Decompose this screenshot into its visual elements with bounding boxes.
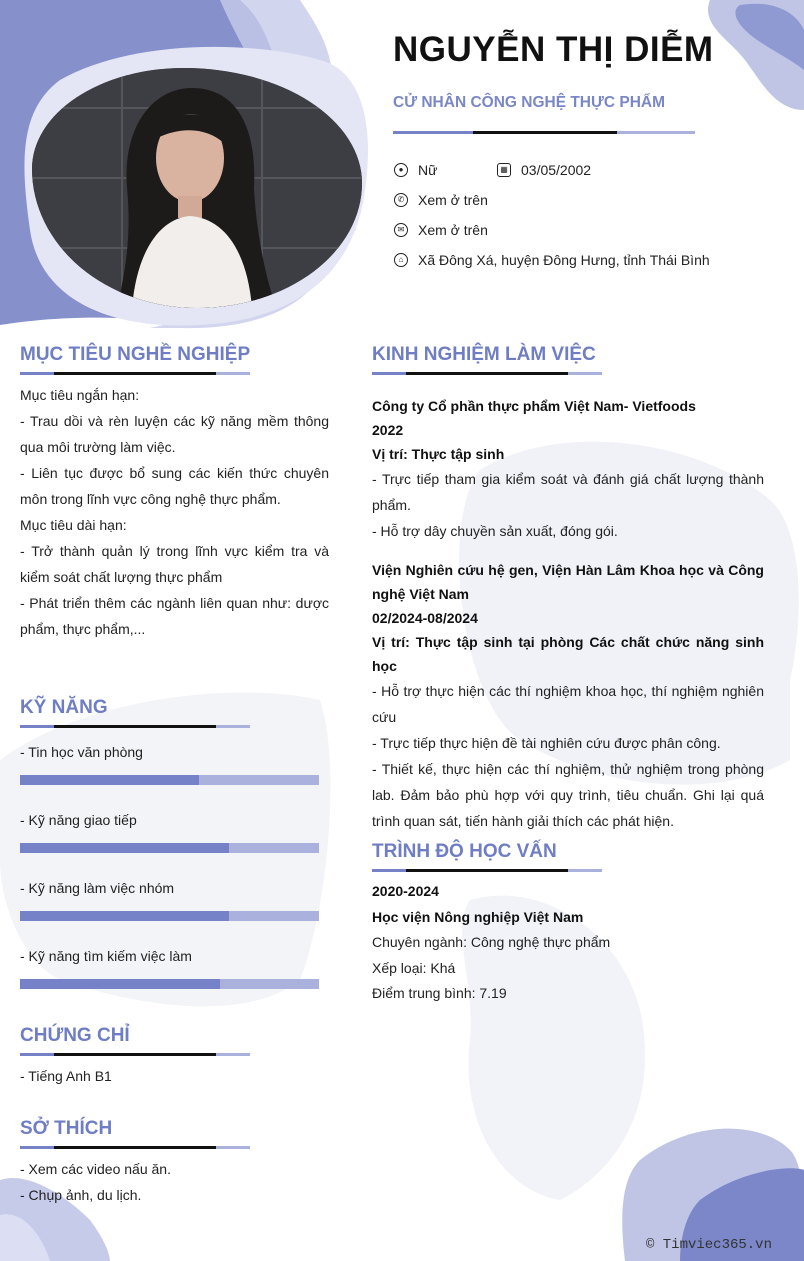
skill-label: - Tin học văn phòng bbox=[20, 744, 143, 760]
job-task: - Hỗ trợ dây chuyền sản xuất, đóng gói. bbox=[372, 523, 618, 539]
job-task: - Trực tiếp thực hiện đề tài nghiên cứu được phân công. bbox=[372, 735, 721, 751]
skill-label: - Kỹ năng làm việc nhóm bbox=[20, 880, 175, 896]
objective-line: - Trở thành quản lý trong lĩnh vực kiểm tra và kiểm soát chất lượng thực phẩm bbox=[20, 543, 329, 585]
mail-icon: ✉ bbox=[394, 223, 408, 237]
hobby-item: - Xem các video nấu ăn. bbox=[20, 1161, 171, 1177]
education-heading: TRÌNH ĐỘ HỌC VẤN bbox=[372, 841, 557, 862]
education-entry bbox=[372, 879, 764, 1007]
job-company: Viện Nghiên cứu hệ gen, Viện Hàn Lâm Khoa học và Công nghệ Việt Nam bbox=[372, 562, 764, 602]
education-gpa: Điểm trung bình: 7.19 bbox=[372, 985, 507, 1001]
education-time: 2020-2024 bbox=[372, 883, 439, 899]
phone-value: Xem ở trên bbox=[418, 192, 488, 208]
skill-bar bbox=[20, 979, 319, 989]
skill-bar-fill bbox=[20, 775, 199, 785]
education-school: Học viện Nông nghiệp Việt Nam bbox=[372, 908, 584, 925]
skill-bar-fill bbox=[20, 911, 229, 921]
hobbies-heading: SỞ THÍCH bbox=[20, 1118, 113, 1139]
objective-line: Mục tiêu ngắn hạn: bbox=[20, 387, 140, 403]
phone-row bbox=[394, 192, 488, 208]
job-position: Vị trí: Thực tập sinh bbox=[372, 446, 505, 462]
job-title: CỬ NHÂN CÔNG NGHỆ THỰC PHẨM bbox=[393, 94, 665, 111]
objective-heading: MỤC TIÊU NGHỀ NGHIỆP bbox=[20, 344, 251, 365]
objective-line: - Liên tục được bổ sung các kiến thức chuyên môn trong lĩnh vực công nghệ thực phẩm. bbox=[20, 465, 329, 507]
phone-icon: ✆ bbox=[394, 193, 408, 207]
education-rank: Xếp loại: Khá bbox=[372, 959, 456, 976]
certificates-list bbox=[20, 1063, 329, 1089]
skill-label: - Kỹ năng tìm kiếm việc làm bbox=[20, 948, 192, 964]
objective-line: Mục tiêu dài hạn: bbox=[20, 517, 127, 533]
hobby-item: - Chụp ảnh, du lịch. bbox=[20, 1187, 142, 1203]
calendar-icon: ▦ bbox=[497, 163, 511, 177]
address-value: Xã Đông Xá, huyện Đông Hưng, tỉnh Thái Bình bbox=[418, 252, 710, 268]
job-company: Công ty Cổ phần thực phẩm Việt Nam- Vietfoods bbox=[372, 398, 696, 414]
objective-line: - Phát triển thêm các ngành liên quan như: dược phẩm, thực phẩm,... bbox=[20, 595, 329, 637]
skill-bar-fill bbox=[20, 843, 229, 853]
skill-bar-fill bbox=[20, 979, 220, 989]
candidate-name: NGUYỄN THỊ DIỄM bbox=[393, 30, 714, 69]
job-task: - Trực tiếp tham gia kiểm soát và đánh giá chất lượng thành phẩm. bbox=[372, 471, 764, 513]
education-divider bbox=[372, 869, 602, 872]
job-entry bbox=[372, 394, 764, 544]
gender-value: Nữ bbox=[418, 162, 438, 178]
objective-text bbox=[20, 382, 329, 642]
title-divider bbox=[393, 131, 695, 134]
skills-heading: KỸ NĂNG bbox=[20, 697, 108, 718]
hobbies-list bbox=[20, 1156, 329, 1208]
dob-value: 03/05/2002 bbox=[521, 162, 592, 178]
objective-line: - Trau dồi và rèn luyện các kỹ năng mềm thông qua môi trường làm việc. bbox=[20, 413, 329, 455]
job-task: - Thiết kế, thực hiện các thí nghiệm, thử nghiệm trong phòng lab. Đảm bảo phù hợp với quy trình, tiêu chuẩn. Ghi lại quá trình quan sát, tiến hành giải thích các phát hiện. bbox=[372, 761, 764, 829]
skill-bar bbox=[20, 843, 319, 853]
objective-divider bbox=[20, 372, 250, 375]
certificate-item: - Tiếng Anh B1 bbox=[20, 1068, 112, 1084]
person-icon: ● bbox=[394, 163, 408, 177]
experience-divider bbox=[372, 372, 602, 375]
certificates-divider bbox=[20, 1053, 250, 1056]
skill-bar bbox=[20, 911, 319, 921]
skills-divider bbox=[20, 725, 250, 728]
email-row bbox=[394, 222, 488, 238]
experience-heading: KINH NGHIỆM LÀM VIỆC bbox=[372, 344, 596, 365]
job-time: 02/2024-08/2024 bbox=[372, 610, 478, 626]
education-major: Chuyên ngành: Công nghệ thực phẩm bbox=[372, 934, 611, 950]
skill-label: - Kỹ năng giao tiếp bbox=[20, 812, 137, 828]
skill-bar bbox=[20, 775, 319, 785]
dob-row bbox=[497, 162, 591, 178]
hobbies-divider bbox=[20, 1146, 250, 1149]
job-position: Vị trí: Thực tập sinh tại phòng Các chất chức năng sinh học bbox=[372, 634, 764, 674]
job-task: - Hỗ trợ thực hiện các thí nghiệm khoa học, thí nghiệm nghiên cứu bbox=[372, 683, 764, 725]
site-watermark: © Timviec365.vn bbox=[645, 1237, 772, 1253]
job-time: 2022 bbox=[372, 422, 404, 438]
home-icon: ⌂ bbox=[394, 253, 408, 267]
address-row bbox=[394, 252, 710, 268]
gender-row bbox=[394, 162, 437, 178]
job-entry bbox=[372, 558, 764, 834]
email-value: Xem ở trên bbox=[418, 222, 488, 238]
certificates-heading: CHỨNG CHỈ bbox=[20, 1025, 130, 1046]
